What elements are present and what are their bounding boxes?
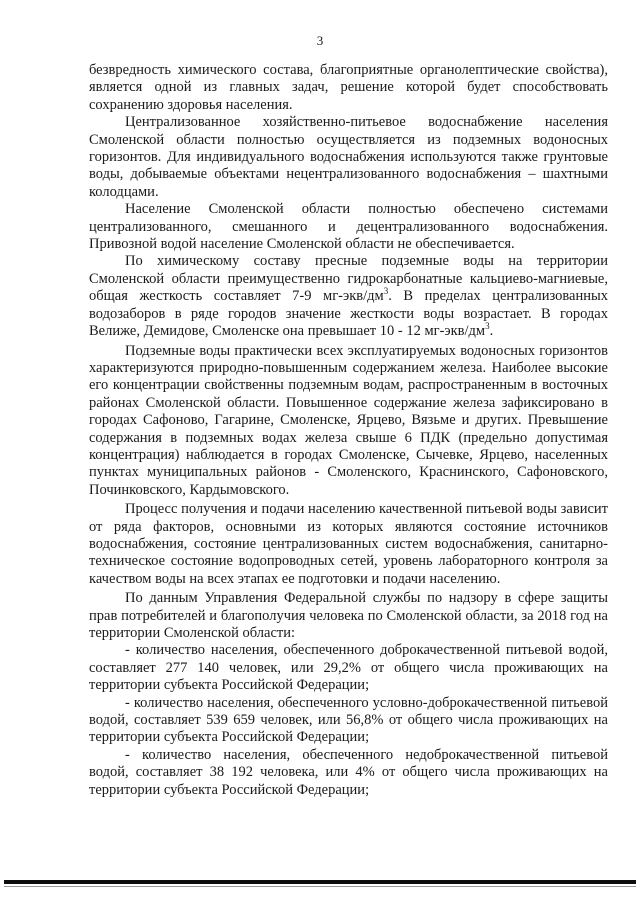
list-item-conditionally-good: - количество населения, обеспеченного условно-доброкачественной питьевой водой, составляет 539 659 человек, или 56,8% от общего числа проживающих на территории субъекта Российской Федерации;: [89, 694, 608, 746]
paragraph-quality-factors: Процесс получения и подачи населению качественной питьевой воды зависит от ряда факторов, основными из которых являются состояние источников водоснабжения, состояние централизованных систем водоснабжения, санитарно-техническое состояние водопроводных сетей, уровень лабораторного контроля за качеством воды на всех этапах ее подготовки и подачи населению.: [89, 501, 608, 587]
paragraph-rospotrebnadzor-data: По данным Управления Федеральной службы по надзору в сфере защиты прав потребителей и благополучия человека по Смоленской области, за 2018 год на территории Смоленской области:: [89, 590, 608, 641]
chemical-text-part-2: . В пределах централизованных водозаборов в ряде городов значение жесткости воды возрастает. В городах Велиже, Демидове, Смоленске она превышает 10 - 12 мг-экв/дм: [89, 288, 609, 340]
superscript-cubic: 3: [383, 286, 389, 297]
document-body: [89, 62, 608, 799]
superscript-cubic: 3: [485, 321, 490, 332]
paragraph-supply-coverage: Население Смоленской области полностью обеспечено системами централизованного, смешанного и децентрализованного водоснабжения. Привозной водой население Смоленской области не обеспечивается.: [89, 201, 608, 253]
paragraph-water-supply-sources: Централизованное хозяйственно-питьевое водоснабжение населения Смоленской области полностью осуществляется из подземных водоносных горизонтов. Для индивидуального водоснабжения используются также грунтовые воды, добываемые объектами нецентрализованного водоснабжения – шахтными колодцами.: [89, 114, 608, 200]
paragraph-continuation: безвредность химического состава, благоприятные органолептические свойства), является одной из главных задач, решение которой будет способствовать сохранению здоровья населения.: [89, 62, 608, 113]
list-item-good-quality: - количество населения, обеспеченного доброкачественной питьевой водой, составляет 277 140 человек, или 29,2% от общего числа проживающих на территории субъекта Российской Федерации;: [89, 642, 608, 694]
paragraph-chemical-composition: [89, 253, 608, 340]
chemical-text-part-3: .: [489, 323, 494, 340]
list-item-poor-quality: - количество населения, обеспеченного недоброкачественной питьевой водой, составляет 38 192 человека, или 4% от общего числа проживающих на территории субъекта Российской Федерации;: [89, 746, 608, 798]
paragraph-iron-content: Подземные воды практически всех эксплуатируемых водоносных горизонтов характеризуются природно-повышенным содержанием железа. Наиболее высокие его концентрации свойственны подземным водам, распространенным в восточных районах Смоленской области. Повышенное содержание железа зафиксировано в городах Сафоново, Гагарине, Смоленске, Ярцево, Вязьме и других. Превышение содержания в подземных водах железа свыше 6 ПДК (предельно допустимая концентрация) наблюдается в городах Смоленске, Сычевке, Ярцево, населенных пунктах муниципальных районов - Смоленского, Краснинского, Сафоновского, Починковского, Кардымовского.: [89, 342, 608, 498]
chemical-text-part-1: По химическому составу пресные подземные воды на территории Смоленской области преимущественно гидрокарбонатные кальциево-магниевые, общая жесткость составляет 7-9 мг-экв/дм: [89, 253, 608, 305]
bottom-border-thin-line: [4, 886, 636, 887]
bottom-border-line: [4, 880, 636, 884]
page-number: 3: [316, 33, 324, 48]
